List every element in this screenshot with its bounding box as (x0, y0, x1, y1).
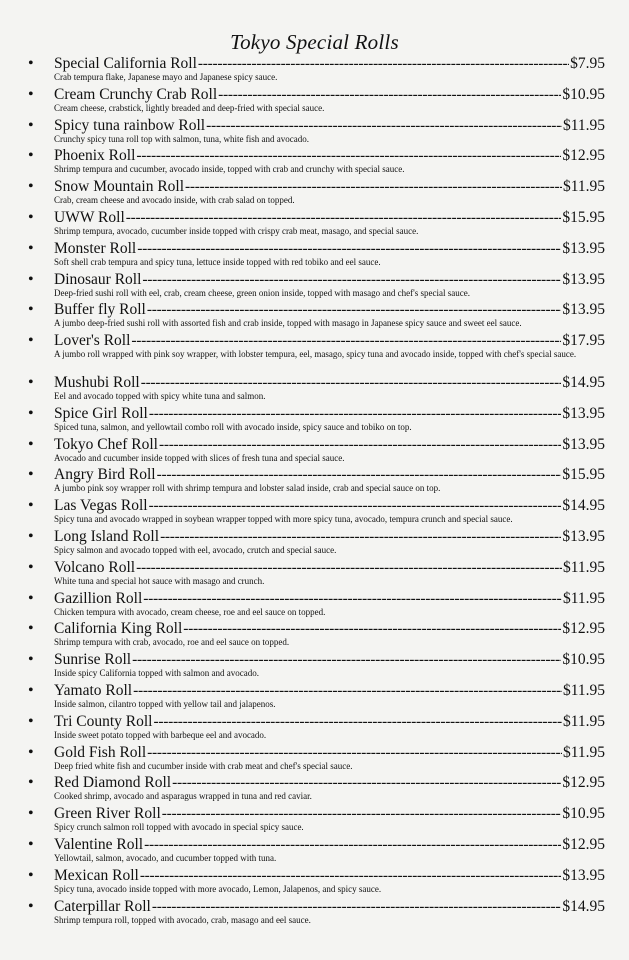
item-description: Yellowtail, salmon, avocado, and cucumber topped with tuna. (54, 852, 277, 863)
item-description: Crab, cream cheese and avocado inside, with crab salad on topped. (54, 195, 295, 206)
dot-leader (136, 559, 562, 576)
item-name: Red Diamond Roll (54, 774, 172, 792)
bullet-icon: • (28, 373, 34, 391)
item-price: $13.95 (562, 866, 605, 884)
bullet-icon: • (28, 332, 34, 350)
menu-item (0, 620, 629, 651)
bullet-icon: • (28, 178, 34, 196)
item-price: $11.95 (562, 116, 605, 134)
menu-item (0, 805, 629, 836)
dot-leader (152, 898, 562, 915)
menu-item (0, 147, 629, 178)
dot-leader (136, 147, 561, 164)
menu-item (0, 436, 629, 467)
item-name: Special California Roll (54, 55, 197, 72)
dot-leader (159, 436, 561, 453)
bullet-icon: • (28, 835, 34, 853)
item-name: Monster Roll (54, 239, 137, 257)
item-description: Crab tempura flake, Japanese mayo and Japanese spicy sauce. (54, 72, 278, 82)
item-price: $11.95 (562, 558, 605, 576)
dot-leader (198, 55, 569, 72)
item-name: Las Vegas Roll (54, 497, 148, 515)
dot-leader (206, 117, 562, 134)
item-description: Spiced tuna, salmon, and yellowtail combo roll with avocado inside, spicy sauce and tobiko on top. (54, 421, 412, 432)
bullet-icon: • (28, 404, 34, 422)
bullet-icon: • (28, 497, 34, 515)
bullet-icon: • (28, 743, 34, 761)
item-description: Deep fried white fish and cucumber inside with crab meat and chef's special sauce. (54, 760, 353, 771)
menu-item (0, 178, 629, 209)
item-name: Tri County Roll (54, 712, 153, 730)
item-price: $11.95 (562, 743, 605, 761)
item-price: $15.95 (562, 466, 605, 484)
item-row (54, 713, 605, 730)
item-price: $13.95 (562, 270, 605, 288)
menu-item (0, 466, 629, 497)
item-description: Cooked shrimp, avocado and asparagus wrapped in tuna and red caviar. (54, 791, 312, 802)
item-description: Inside sweet potato topped with barbeque eel and avocado. (54, 729, 267, 740)
menu-item (0, 713, 629, 744)
item-name: Valentine Roll (54, 835, 144, 853)
dot-leader (143, 590, 562, 607)
bullet-icon: • (28, 527, 34, 545)
item-name: Gold Fish Roll (54, 743, 147, 761)
bullet-icon: • (28, 866, 34, 884)
menu-item (0, 271, 629, 302)
menu-item (0, 559, 629, 590)
item-name: Lover's Roll (54, 332, 131, 350)
dot-leader (172, 774, 561, 791)
item-row (54, 178, 605, 195)
item-price: $10.95 (562, 85, 605, 103)
dot-leader (142, 271, 561, 288)
menu-title: Tokyo Special Rolls (230, 30, 399, 54)
dot-leader (147, 744, 562, 761)
item-name: Yamato Roll (54, 681, 133, 699)
item-row (54, 836, 605, 853)
item-row (54, 497, 605, 514)
item-price: $12.95 (562, 620, 605, 638)
item-row (54, 86, 605, 103)
menu-item (0, 651, 629, 682)
dot-leader (218, 86, 561, 103)
item-description: Shrimp tempura with crab, avocado, roe and eel sauce on topped. (54, 637, 290, 648)
item-row (54, 466, 605, 483)
item-description: Shrimp tempura roll, topped with avocado, crab, masago and eel sauce. (54, 914, 311, 925)
item-row (54, 898, 605, 915)
item-price: $14.95 (562, 373, 605, 391)
bullet-icon: • (28, 55, 34, 72)
item-description: Chicken tempura with avocado, cream cheese, roe and eel sauce on topped. (54, 606, 326, 617)
item-row (54, 559, 605, 576)
bullet-icon: • (28, 116, 34, 134)
menu-item (0, 898, 629, 929)
item-description: Deep-fried sushi roll with eel, crab, cream cheese, green onion inside, topped with masago and chef's special sauce. (54, 287, 470, 298)
bullet-icon: • (28, 681, 34, 699)
dot-leader (149, 405, 562, 422)
item-name: Angry Bird Roll (54, 466, 156, 484)
item-price: $14.95 (562, 497, 605, 515)
dot-leader (126, 209, 562, 226)
item-name: Phoenix Roll (54, 147, 136, 165)
item-name: Sunrise Roll (54, 651, 132, 669)
item-name: Cream Crunchy Crab Roll (54, 85, 218, 103)
item-row (54, 301, 605, 318)
menu-item (0, 867, 629, 898)
item-price: $10.95 (562, 805, 605, 823)
item-row (54, 405, 605, 422)
menu-item (0, 528, 629, 559)
bullet-icon: • (28, 620, 34, 638)
menu-item (0, 209, 629, 240)
item-row (54, 117, 605, 134)
item-name: California King Roll (54, 620, 183, 638)
item-row (54, 271, 605, 288)
item-name: Mexican Roll (54, 866, 139, 884)
item-name: Mushubi Roll (54, 373, 140, 391)
item-name: Dinosaur Roll (54, 270, 142, 288)
bullet-icon: • (28, 712, 34, 730)
menu-item (0, 405, 629, 436)
item-row (54, 55, 605, 72)
dot-leader (132, 651, 561, 668)
item-price: $13.95 (562, 239, 605, 257)
item-row (54, 682, 605, 699)
bullet-icon: • (28, 589, 34, 607)
item-row (54, 436, 605, 453)
dot-leader (183, 620, 561, 637)
bullet-icon: • (28, 651, 34, 669)
dot-leader (131, 332, 561, 349)
item-price: $13.95 (562, 301, 605, 319)
bullet-icon: • (28, 466, 34, 484)
item-price: $10.95 (562, 651, 605, 669)
bullet-icon: • (28, 147, 34, 165)
item-name: Spice Girl Roll (54, 404, 148, 422)
dot-leader (154, 713, 562, 730)
item-description: Shrimp tempura, avocado, cucumber inside topped with crispy crab meat, masago, and special sauce. (54, 225, 419, 236)
dot-leader (157, 466, 562, 483)
item-price: $7.95 (570, 55, 605, 72)
item-name: Caterpillar Roll (54, 897, 151, 915)
bullet-icon: • (28, 774, 34, 792)
dot-leader (140, 867, 562, 884)
bullet-icon: • (28, 208, 34, 226)
menu-item (0, 117, 629, 148)
dot-leader (149, 497, 562, 514)
item-name: UWW Roll (54, 208, 125, 226)
menu-item (0, 86, 629, 117)
menu-item (0, 590, 629, 621)
dot-leader (147, 301, 562, 318)
menu-item (0, 836, 629, 867)
item-price: $15.95 (562, 208, 605, 226)
item-row (54, 651, 605, 668)
item-price: $13.95 (562, 404, 605, 422)
roll-list (0, 55, 629, 928)
item-description: Eel and avocado topped with spicy white tuna and salmon. (54, 390, 266, 401)
item-name: Green River Roll (54, 805, 161, 823)
item-row (54, 867, 605, 884)
menu-item (0, 774, 629, 805)
item-price: $12.95 (562, 147, 605, 165)
menu-item (0, 240, 629, 271)
dot-leader (137, 240, 561, 257)
item-price: $11.95 (562, 589, 605, 607)
bullet-icon: • (28, 897, 34, 915)
item-name: Tokyo Chef Roll (54, 435, 158, 453)
item-description: Spicy tuna and avocado wrapped in soybean wrapper topped with more spicy tuna, avocado, tempura crunch and special sauce. (54, 514, 513, 525)
dot-leader (162, 805, 562, 822)
item-description: A jumbo pink soy wrapper roll with shrimp tempura and lobster salad inside, crab and special sauce on top. (54, 483, 441, 494)
menu-item (0, 374, 629, 405)
item-description: Spicy tuna, avocado inside topped with more avocado, Lemon, Jalapenos, and spicy sauce. (54, 883, 382, 894)
item-row (54, 147, 605, 164)
bullet-icon: • (28, 435, 34, 453)
bullet-icon: • (28, 301, 34, 319)
item-description: Spicy salmon and avocado topped with eel, avocado, crutch and special sauce. (54, 544, 337, 555)
item-description: A jumbo deep-fried sushi roll with assorted fish and crab inside, topped with masago in Japanese spicy sauce and sweet eel sauce. (54, 318, 522, 329)
item-description: Inside spicy California topped with salmon and avocado. (54, 668, 259, 679)
menu-item (0, 497, 629, 528)
menu-item (0, 301, 629, 332)
item-price: $13.95 (562, 527, 605, 545)
item-row (54, 209, 605, 226)
dot-leader (133, 682, 562, 699)
item-name: Spicy tuna rainbow Roll (54, 116, 206, 134)
item-price: $12.95 (562, 835, 605, 853)
bullet-icon: • (28, 805, 34, 823)
item-row (54, 590, 605, 607)
item-description: Crunchy spicy tuna roll top with salmon, tuna, white fish and avocado. (54, 133, 309, 144)
dot-leader (141, 374, 562, 391)
menu-item (0, 744, 629, 775)
item-description: Shrimp tempura and cucumber, avocado inside, topped with crab and crunchy with special sauce. (54, 164, 405, 175)
item-description: Spicy crunch salmon roll topped with avocado in special spicy sauce. (54, 822, 304, 833)
item-price: $13.95 (562, 435, 605, 453)
item-description: Inside salmon, cilantro topped with yellow tail and jalapenos. (54, 698, 276, 709)
bullet-icon: • (28, 270, 34, 288)
item-name: Buffer fly Roll (54, 301, 146, 319)
item-description: Avocado and cucumber inside topped with slices of fresh tuna and special sauce. (54, 452, 345, 463)
dot-leader (144, 836, 561, 853)
menu-item (0, 55, 629, 86)
item-row (54, 528, 605, 545)
item-row (54, 774, 605, 791)
bullet-icon: • (28, 558, 34, 576)
item-price: $11.95 (562, 681, 605, 699)
item-description: Cream cheese, crabstick, lightly breaded and deep-fried with special sauce. (54, 102, 325, 113)
item-description: Soft shell crab tempura and spicy tuna, lettuce inside topped with red tobiko and eel sauce. (54, 256, 381, 267)
item-price: $17.95 (562, 332, 605, 350)
menu-item (0, 682, 629, 713)
item-row (54, 332, 605, 349)
item-price: $14.95 (562, 897, 605, 915)
item-name: Gazillion Roll (54, 589, 143, 607)
bullet-icon: • (28, 239, 34, 257)
item-description: A jumbo roll wrapped with pink soy wrapper, with lobster tempura, eel, masago, spicy tuna and avocado inside, topped with chef's special sauce. (54, 349, 577, 360)
dot-leader (185, 178, 562, 195)
item-name: Volcano Roll (54, 558, 136, 576)
item-description: White tuna and special hot sauce with masago and crunch. (54, 575, 265, 586)
dot-leader (160, 528, 561, 545)
item-price: $11.95 (562, 178, 605, 196)
menu-item (0, 332, 629, 374)
item-row (54, 620, 605, 637)
bullet-icon: • (28, 85, 34, 103)
item-price: $12.95 (562, 774, 605, 792)
item-name: Long Island Roll (54, 527, 160, 545)
item-row (54, 744, 605, 761)
item-name: Snow Mountain Roll (54, 178, 185, 196)
item-row (54, 374, 605, 391)
item-price: $11.95 (562, 712, 605, 730)
item-row (54, 805, 605, 822)
item-row (54, 240, 605, 257)
